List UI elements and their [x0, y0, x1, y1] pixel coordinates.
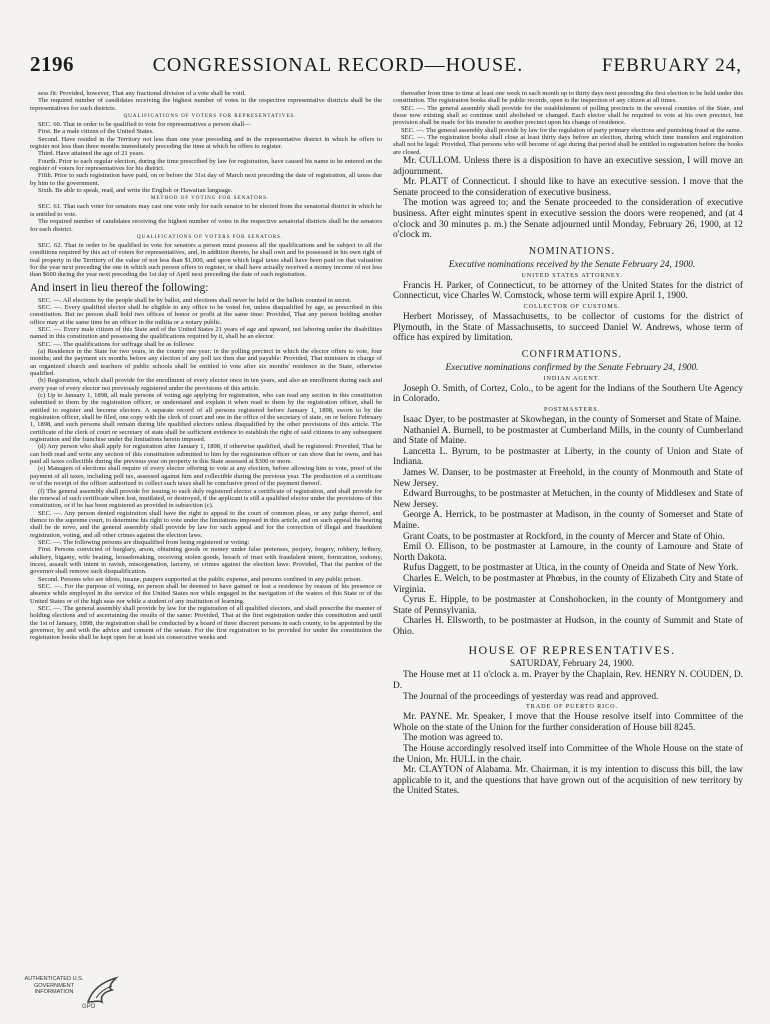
section-subheading: METHOD OF VOTING FOR SENATORS.	[150, 195, 270, 202]
paragraph: SEC. —. The general assembly shall provide for the establishment of polling precincts in the several counties of the State, and those now existing shall so continue until abolished or changed. Each elector shall be required to vote at his own precinct, but provision shall be made for his transfer to another precinct upon his change of residence.	[393, 104, 743, 127]
paragraph: sess fit: Provided, however, That any fractional division of a vote shall be void.	[38, 90, 246, 97]
chamber-heading: HOUSE OF REPRESENTATIVES.	[468, 643, 676, 658]
paragraph: (f) The general assembly shall provide for issuing to each duly registered elector a certificate of registration, and shall provide for the renewal of such certificate when lost, mutilated, or destroyed, if the applicant is still a qualified elector under the provisions of this constitution, or if he has been registered as provided in subsection (c).	[30, 487, 382, 510]
paragraph: The required number of candidates receiving the highest number of votes in the respective representative districts shall be the representatives for such districts.	[30, 97, 382, 112]
publication-title: CONGRESSIONAL RECORD—HOUSE.	[152, 54, 524, 76]
paragraph: Francis H. Parker, of Connecticut, to be attorney of the United States for the district of Connecticut, vice Charles W. Comstock, whose term will expire April 1, 1900.	[393, 280, 743, 302]
paragraph: The motion was agreed to; and the Senate proceeded to the consideration of executive business. After eight minutes spent in executive session the doors were reopened, and (at 4 o'clock and 30 minutes p. m.) the Senate adjourned until Monday, February 26, 1900, at 12 o'clock m.	[393, 198, 743, 241]
paragraph: Mr. CLAYTON of Alabama. Mr. Chairman, it is my intention to discuss this bill, the law applicable to it, and the questions that have grown out of the acquisition of new territory by the United States.	[393, 765, 743, 797]
paragraph: Herbert Morissey, of Massachusetts, to be collector of customs for the district of Plymouth, in the State of Massachusetts, to succeed Daniel W. Andrews, whose term of office has expired by limitation.	[393, 312, 743, 344]
section-subheading: QUALIFICATIONS OF VOTERS FOR SENATORS.	[136, 233, 284, 240]
section-subtitle: Executive nominations confirmed by the Senate February 24, 1900.	[445, 362, 699, 373]
paragraph: SEC. —. Every male citizen of this State and of the United States 21 years of age and upward, not laboring under the disabilities named in this constitution and possessing the qualifications required by it, shall be an elector.	[30, 325, 382, 341]
paragraph: (d) Any person who shall apply for registration after January 1, 1898, if otherwise qualified, shall be registered: Provided, That he can both read and write any section of this constitution submitted to him by the registration officer or can show that he owns, and has paid all taxes collectible during the previous year on property in this State assessed at $300 or more.	[30, 443, 382, 466]
paragraph: SEC. —. The registration books shall close at least thirty days before an election, during which time transfers and registration shall not be legal: Provided, That persons who will become of age during that period shall be entitled to registration before the books are closed.	[393, 134, 743, 156]
paragraph: Mr. PAYNE. Mr. Speaker, I move that the House resolve itself into Committee of the Whole on the state of the Union for the further consideration of House bill 8245.	[393, 712, 743, 733]
subsection-label: INDIAN AGENT.	[543, 374, 601, 382]
paragraph: SEC. —. The qualifications for suffrage shall be as follows:	[38, 340, 195, 348]
paragraph: Mr. CULLOM. Unless there is a disposition to have an executive session, I will move an adjournment.	[393, 156, 743, 177]
paragraph: The required number of candidates receiving the highest number of votes in the respective senatorial districts shall be the senators for each district.	[30, 218, 382, 233]
subsection-label: UNITED STATES ATTORNEY.	[521, 271, 623, 279]
paragraph: SEC. —. The general assembly shall provide by law for the registration of all qualified electors, and shall prescribe the manner of holding elections and of ascertaining the results of the same: Provided, That at the first registration under this constitution and until the 1st of January, 1898, the registration shall be conducted by a board of three discreet persons in each county, to be appointed by the governor, by and with the advice and consent of the senate. For the first registration to be provided for under the constitution the registration books shall be kept open for at least six consecutive weeks and	[30, 605, 382, 642]
paragraph: The House met at 11 o'clock a. m. Prayer by the Chaplain, Rev. HENRY N. COUDEN, D. D.	[393, 670, 743, 692]
paragraph: SEC. —. Every qualified elector shall be eligible to any office to be voted for, unless disqualified by age, as prescribed in this constitution. But no person shall hold two offices of honor or profit at the same time: Provided, That any person holding another office may at the same time be an officer in the militia or a notary public.	[30, 303, 382, 326]
paragraph: Edward Burroughs, to be postmaster at Metuchen, in the county of Middlesex and State of New Jersey.	[393, 489, 743, 510]
gpo-label: GPO	[82, 1004, 96, 1010]
paragraph: Fourth. Prior to each regular election, during the time prescribed by law for registration, have caused his name to be entered on the register of voters for representatives for his district.	[30, 157, 382, 173]
paragraph: The Journal of the proceedings of yesterday was read and approved.	[403, 691, 659, 702]
paragraph: Nathaniel A. Burnell, to be postmaster at Cumberland Mills, in the county of Cumberland and State of Maine.	[393, 425, 743, 447]
paragraph: Rufus Daggett, to be postmaster at Utica, in the county of Oneida and State of New York.	[403, 563, 739, 574]
subsection-label: TRADE OF PUERTO RICO.	[526, 703, 618, 711]
paragraph: SEC. —. For the purpose of voting, no person shall be deemed to have gained or lost a residence by reason of his presence or absence while employed in the service of the United States nor while engaged in the navigation of the waters of this State or of the United States or of the high seas nor while a student of any institution of learning.	[30, 582, 382, 605]
paragraph: SEC. 60. That in order to be qualified to vote for representatives a person shall—	[38, 121, 251, 129]
paragraph: SEC. 62. That in order to be qualified to vote for senators a person must possess all the qualifications and be subject to all the conditions required by this act of voters for representatives, and, in addition thereto, he shall own and be possessed in his own right of real property in the Territory of the value of not less than $1,000, and upon which legal taxes shall have been paid on that valuation for the year next preceding the one in which such person offers to register, or shall have actually received a money income of not less than $600 during the year next preceding the 1st day of April next preceding the date of each registration.	[30, 241, 382, 279]
amendment-heading: And insert in lieu thereof the following:	[30, 281, 209, 294]
left-column	[30, 90, 382, 984]
section-subheading: QUALIFICATIONS OF VOTERS FOR REPRESENTATIVES.	[123, 113, 297, 120]
right-column	[393, 90, 743, 984]
paragraph: Isaac Dyer, to be postmaster at Skowhegan, in the county of Somerset and State of Maine.	[403, 415, 742, 425]
paragraph: Second. Have resided in the Territory not less than one year preceding and in the representative district in which he offers to register not less than three months immediately preceding the time at which he offers to register.	[30, 135, 382, 151]
paragraph: (b) Registration, which shall provide for the enrollment of every elector once in ten years, and also an enrollment during each and every year of every elector not previously registered under the provisions of this article.	[30, 377, 382, 392]
section-heading: NOMINATIONS.	[528, 245, 616, 257]
paragraph: The motion was agreed to.	[403, 733, 503, 744]
authentication-text: AUTHENTICATED U.S. GOVERNMENT INFORMATION	[24, 976, 84, 996]
authentication-seal	[22, 972, 122, 1014]
paragraph: Joseph O. Smith, of Cortez, Colo., to be agent for the Indians of the Southern Ute Agency in Colorado.	[393, 383, 743, 405]
paragraph: Mr. PLATT of Connecticut. I should like to have an executive session. I move that the Senate proceed to the consideration of executive business.	[393, 177, 743, 198]
paragraph: SEC. —. The general assembly shall provide by law for the regulation of party primary elections and punishing fraud at the same.	[401, 126, 742, 134]
header-date: FEBRUARY 24,	[601, 55, 742, 76]
paragraph: Charles E. Welch, to be postmaster at Phœbus, in the county of Elizabeth City and State of Virginia.	[393, 573, 743, 595]
paragraph: Emil O. Ellison, to be postmaster at Lamoure, in the county of Lamoure and State of North Dakota.	[393, 542, 743, 563]
paragraph: Sixth. Be able to speak, read, and write the English or Hawaiian language.	[38, 187, 233, 195]
paragraph: thereafter from time to time at least one week in each month up to thirty days next preceding the first election to be held under this constitution. The registration books shall be public records, open to the inspection of any citizen at all times.	[393, 90, 743, 105]
paragraph: George A. Herrick, to be postmaster at Madison, in the county of Somerset and State of Maine.	[393, 510, 743, 531]
paragraph: Cyrus E. Hipple, to be postmaster at Conshohocken, in the county of Montgomery and State of Pennsylvania.	[393, 595, 743, 616]
paragraph: Fifth. Prior to such registration have paid, on or before the 31st day of March next preceding the date of registration, all taxes due by him to the government.	[30, 172, 382, 187]
paragraph: The House accordingly resolved itself into Committee of the Whole House on the state of the Union, Mr. HULL in the chair.	[393, 744, 743, 765]
session-date: SATURDAY, February 24, 1900.	[510, 659, 634, 670]
paragraph: Grant Coats, to be postmaster at Rockford, in the county of Mercer and State of Ohio.	[403, 531, 725, 542]
section-heading: CONFIRMATIONS.	[521, 348, 623, 360]
paragraph: (c) Up to January 1, 1898, all male persons of voting age applying for registration, who can read any section in this constitution submitted to them by the registration officer, or understand and explain it when read to them by the registration officer, shall be entitled to register and become electors. A separate record of all persons registered before January 1, 1898, sworn to by the registration officer, shall be filed, one copy with the clerk of court and one in the office of the secretary of state, on or before February 1, 1898, and such persons shall remain during life qualified electors unless disqualified by the other provisions of this article. The certificate of the clerk of court or secretary of state shall be sufficient evidence to establish the right of said citizens to any subsequent registration and the franchise under the limitations herein imposed.	[30, 392, 382, 444]
paragraph: (e) Managers of elections shall require of every elector offering to vote at any election, before allowing him to vote, proof of the payment of all taxes, including poll tax, assessed against him and collectible during the previous year. The production of a certificate or of the receipt of the officer authorized to collect such taxes shall be conclusive proof of the payment thereof.	[30, 465, 382, 488]
paragraph: Second. Persons who are idiots, insane, paupers supported at the public expense, and persons confined in any public prison.	[38, 575, 362, 583]
paragraph: Charles H. Ellsworth, to be postmaster at Hudson, in the county of Summit and State of Ohio.	[393, 616, 743, 637]
paragraph: Lancetta L. Byrum, to be postmaster at Liberty, in the county of Union and State of Indiana.	[393, 446, 743, 468]
paragraph: First. Be a male citizen of the United States.	[38, 128, 154, 136]
paragraph: SEC. 61. That each voter for senators may cast one vote only for each senator to be elected from the senatorial district in which he is entitled to vote.	[30, 203, 382, 218]
subsection-label: POSTMASTERS.	[543, 406, 601, 413]
section-subtitle: Executive nominations received by the Senate February 24, 1900.	[448, 259, 696, 270]
subsection-label: COLLECTOR OF CUSTOMS.	[523, 303, 621, 311]
page-number: 2196	[30, 52, 74, 76]
paragraph: (a) Residence in the State for two years, in the county one year; in the polling precinct in which the elector offers to vote, four months; and the payment six months before any election of any poll tax then due and payable: Provided, That ministers in charge of an organized church and teachers of public schools shall be entitled to vote after six months' residence in the State, otherwise qualified.	[30, 347, 382, 377]
paragraph: James W. Danser, to be postmaster at Freehold, in the county of Monmouth and State of New Jersey.	[393, 467, 743, 489]
paragraph: First. Persons convicted of burglary, arson, obtaining goods or money under false pretenses, perjury, forgery, robbery, bribery, adultery, bigamy, wife beating, housebreaking, receiving stolen goods, breach of trust with fraudulent intent, fornication, sodomy, incest, assault with intent to ravish, miscegenation, larceny, or crimes against the election laws: Provided, That the pardon of the governor shall remove such disqualification.	[30, 546, 382, 576]
paragraph: Third. Have attained the age of 21 years.	[38, 150, 145, 158]
paragraph: SEC. —. All elections by the people shall be by ballot, and elections shall never be held or the ballots counted in secret.	[38, 296, 352, 304]
paragraph: SEC. —. Any person denied registration shall have the right to appeal to the court of common pleas, or any judge thereof, and thence to the supreme court, to determine his right to vote under the limitations imposed in this article, and on such appeal the hearing shall be de novo, and the general assembly shall provide by law for such appeal and for the correction of illegal and fraudulent registration, voting, and all other crimes against the election laws.	[30, 509, 382, 539]
paragraph: SEC. —. The following persons are disqualified from being registered or voting:	[38, 538, 250, 546]
page-header	[30, 52, 742, 82]
